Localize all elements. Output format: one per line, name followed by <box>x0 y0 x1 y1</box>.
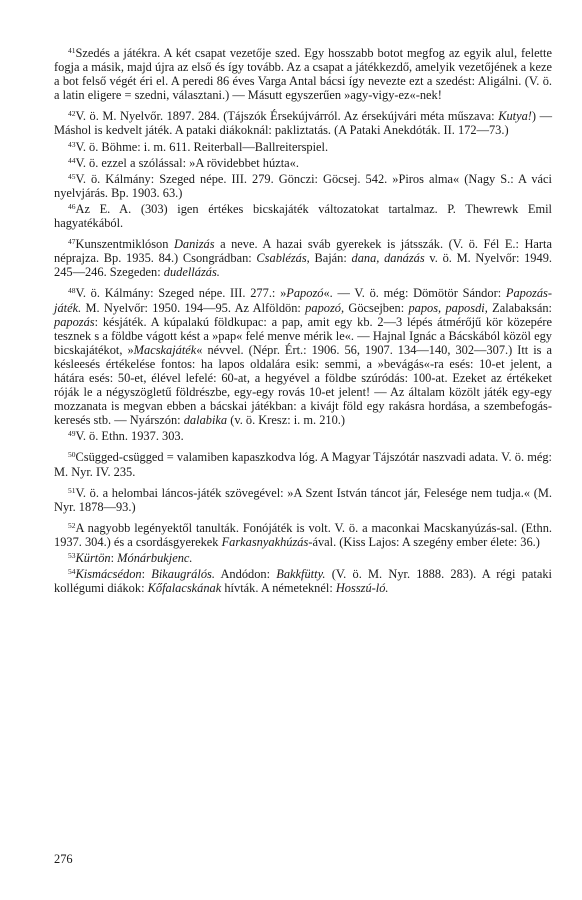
footnote-text: Andódon: <box>214 567 277 582</box>
footnote-48 <box>54 284 552 427</box>
page-number: 276 <box>54 852 73 866</box>
footnote-number: 47 <box>68 237 76 247</box>
footnote-51 <box>54 484 552 514</box>
footnote-italic-text: Hosszú-ló. <box>335 581 389 596</box>
footnote-italic-text: Kőfalacskának <box>147 581 222 596</box>
footnote-42 <box>54 107 552 137</box>
footnote-41 <box>54 44 552 102</box>
footnote-italic-text: Danizás <box>173 237 215 252</box>
footnote-text: (V. ö. M. Nyr. 1888. 283). A régi pataki kollégumi diákok: <box>54 567 552 596</box>
footnote-text: v. ö. M. Nyelvőr: 1949. 245—246. Szegeden: <box>54 251 552 280</box>
footnote-text: : késjáték. A kúpalakú földkupac: a pap, amit egy kb. 2—3 lépés átmérőjű kör közepére tesznek s a földbe vágott kést a »pap« felé menve mérik le«. — Hajnal Ignác a Bácskából közöl egy bicskajátékot, » <box>54 314 552 357</box>
footnote-number: 45 <box>68 171 76 181</box>
footnote-italic-text: Papozás-játék. <box>54 286 552 315</box>
footnote-text: A nagyobb legényektől tanulták. Fonójáték is volt. V. ö. a maconkai Macskanyúzás-sal. (Ethn. 1937. 304.) és a csordásgyerekek <box>54 520 552 549</box>
footnote-text: Zalabaksán: <box>487 300 552 315</box>
footnote-number: 51 <box>68 485 76 495</box>
footnote-43 <box>54 138 552 154</box>
footnote-number: 41 <box>68 46 76 55</box>
footnote-text: Csügged-csügged = valamiben kapaszkodva lóg. A Magyar Tájszótár naszvadi adata. V. ö. még: M. Nyr. IV. 235. <box>54 450 552 479</box>
footnote-45 <box>54 170 552 200</box>
footnote-text: M. Nyelvőr: 1950. 194—95. Az Alföldön: <box>81 300 306 315</box>
footnote-italic-text: papos, paposdi, <box>408 300 488 315</box>
footnote-text: V. ö. a helombai láncos-játék szövegével: »A Szent István táncot jár, Felesége nem tudja.« (M. Nyr. 1878—93.) <box>54 485 552 514</box>
footnote-50 <box>54 448 552 478</box>
footnote-number: 43 <box>68 139 76 149</box>
footnote-number: 48 <box>68 286 76 296</box>
footnote-text: « névvel. (Népr. Ért.: 1906. 56, 1907. 134—140, 302—307.) Itt is a késleesés értékelése fontos: ha lapos oldalára esik: semmi, a »bevágás«-ra esés: 10-et jelent, a hátára esés: 50-et, élével lefelé: 60-at, a hegyével a földbe szúródás: 100-at. Ezeket az értékeket róják le a négyszögletű földrészbe, egy-egy rovás 10-et jelent! — Az általam közölt játék egy-egy mozzanata is megvan ebben a bácskai játékban: a kivájt föld egy rakásra hordása, a szembefogás-keresés stb. — Nyárszón: <box>54 342 552 428</box>
footnote-text: hívták. A németeknél: <box>221 581 336 596</box>
footnote-italic-text: dudellázás. <box>163 265 220 280</box>
footnote-text: V. ö. Böhme: i. m. 611. Reiterball—Ballreiterspiel. <box>75 139 329 154</box>
footnote-number: 44 <box>68 155 76 165</box>
footnote-italic-text: Csablézás, <box>256 251 310 266</box>
footnote-44 <box>54 154 552 170</box>
footnote-italic-text: Macskajáték <box>133 342 197 357</box>
footnote-number: 54 <box>68 567 76 577</box>
footnote-text: V. ö. ezzel a szólással: »A rövidebbet húzta«. <box>75 155 299 170</box>
footnote-text: : <box>141 567 152 582</box>
footnote-text: Kunszentmiklóson <box>75 237 174 252</box>
footnote-text: a neve. A hazai sváb gyerekek is játsszák. (V. ö. Fél E.: Harta néprajza. Bp. 1935. 84.) Csongrádban: <box>54 237 552 266</box>
footnote-italic-text: Kutya! <box>498 109 532 124</box>
footnote-46 <box>54 200 552 230</box>
footnote-italic-text: Kürtön <box>75 551 111 565</box>
footnote-number: 52 <box>68 520 76 530</box>
footnote-italic-text: papozás <box>54 314 95 329</box>
footnote-54 <box>54 565 552 595</box>
footnote-number: 49 <box>68 429 76 439</box>
footnote-number: 46 <box>68 201 76 211</box>
footnote-italic-text: Kismácsédon <box>75 567 142 582</box>
footnote-52 <box>54 519 552 549</box>
footnotes-block <box>54 44 552 595</box>
footnote-italic-text: dana, danázás <box>351 251 425 266</box>
footnote-number: 42 <box>68 109 76 119</box>
footnote-text: -ával. (Kiss Lajos: A szegény ember élete: 36.) <box>308 534 540 549</box>
footnote-italic-text: dalabika <box>183 413 228 428</box>
footnote-49 <box>54 427 552 443</box>
footnote-text: V. ö. Ethn. 1937. 303. <box>75 429 184 444</box>
footnote-text: (v. ö. Kresz: i. m. 210.) <box>227 413 346 428</box>
footnote-text: Baján: <box>309 251 352 266</box>
footnote-italic-text: Papozó <box>286 286 324 301</box>
footnote-text: Göcsejben: <box>344 300 409 315</box>
footnote-italic-text: Farkasnyakhúzás <box>221 534 309 549</box>
footnote-text: Szedés a játékra. A két csapat vezetője szed. Egy hosszabb botot megfog az egyik alul, felette fogja a másik, majd újra az első és így tovább. Az a csapat a játékkezdő, amelyik vezetőjének a keze a bot felső végét éri el. A peredi 86 éves Varga Antal bácsi így nevezte ezt a szedést: Aligálni. (V. ö. a latin eligere = szedni, választani.) — Másutt egyszerűen »agy-vigy-ez«-nek! <box>54 46 552 103</box>
footnote-text: Az E. A. (303) igen értékes bicskajáték változatokat tartalmaz. P. Thewrewk Emil hagyatékából. <box>54 201 552 231</box>
footnote-text: ) — Máshol is kedvelt játék. A pataki diákoknál: pakliztatás. (A Pataki Anekdóták. II. 172—73.) <box>54 109 552 138</box>
footnote-text: V. ö. M. Nyelvőr. 1897. 284. (Tájszók Érsekújvárról. Az érsekújvári méta műszava: <box>75 109 499 124</box>
footnote-text: «. — V. ö. még: Dömötör Sándor: <box>323 286 506 301</box>
footnote-italic-text: Bakkfütty. <box>276 567 326 582</box>
footnote-number: 53 <box>68 551 76 560</box>
footnote-text: V. ö. Kálmány: Szeged népe. III. 279. Gönczi: Göcsej. 542. »Piros alma« (Nagy S.: A váci nyelvjárás. Bp. 1903. 63.) <box>54 171 552 200</box>
footnote-number: 50 <box>68 450 76 460</box>
footnote-text: V. ö. Kálmány: Szeged népe. III. 277.: » <box>75 286 287 301</box>
footnote-47 <box>54 235 552 279</box>
footnote-italic-text: Mónárbukjenc. <box>117 551 193 565</box>
footnote-italic-text: Bikaugrálós. <box>151 567 215 582</box>
footnote-italic-text: papozó, <box>305 300 345 315</box>
footnote-text: : <box>110 551 118 565</box>
footnote-53 <box>54 549 552 565</box>
